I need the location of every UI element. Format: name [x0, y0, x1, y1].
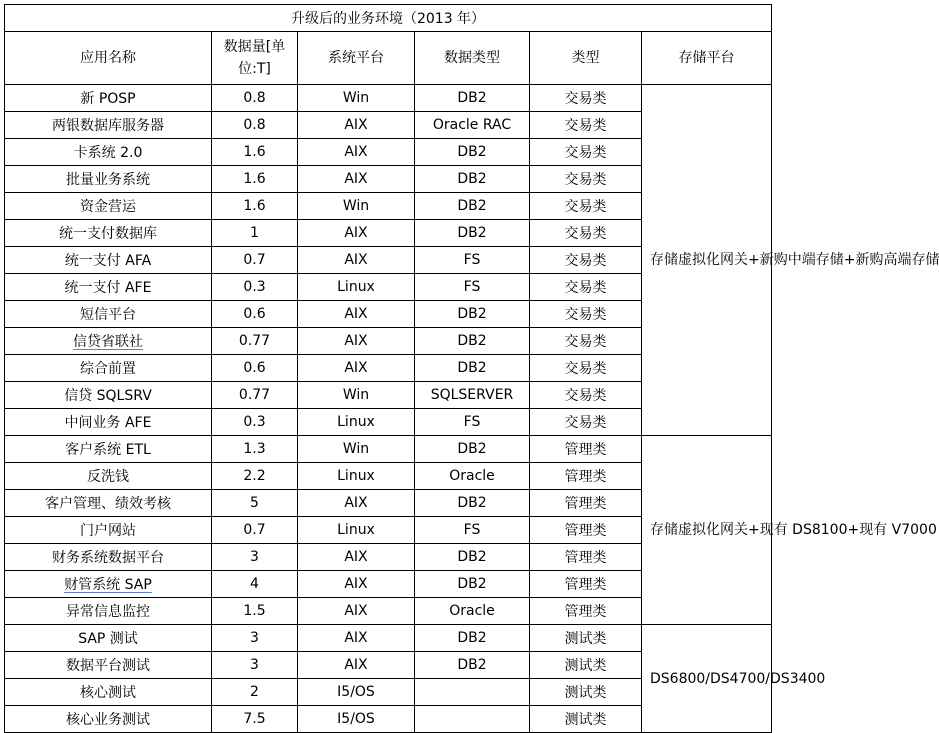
cell-os: AIX: [298, 625, 415, 652]
cell-app: SAP 测试: [5, 625, 212, 652]
cell-type: 交易类: [530, 328, 642, 355]
cell-os: Linux: [298, 517, 415, 544]
cell-os: AIX: [298, 301, 415, 328]
cell-os: AIX: [298, 571, 415, 598]
cell-type: 管理类: [530, 571, 642, 598]
cell-volume: 0.8: [212, 85, 298, 112]
table-row: [5, 85, 772, 112]
header-db-type: 数据类型: [415, 32, 530, 85]
table-row: [5, 436, 772, 463]
cell-type: 交易类: [530, 301, 642, 328]
cell-type: 交易类: [530, 355, 642, 382]
cell-volume: 0.77: [212, 328, 298, 355]
cell-volume: 0.77: [212, 382, 298, 409]
cell-type: 交易类: [530, 220, 642, 247]
cell-db: FS: [415, 517, 530, 544]
cell-db: DB2: [415, 220, 530, 247]
cell-app: 卡系统 2.0: [5, 139, 212, 166]
cell-volume: 3: [212, 544, 298, 571]
cell-volume: 1.6: [212, 139, 298, 166]
cell-app: 门户网站: [5, 517, 212, 544]
cell-app: 综合前置: [5, 355, 212, 382]
cell-volume: 0.7: [212, 247, 298, 274]
cell-db: DB2: [415, 85, 530, 112]
cell-type: 交易类: [530, 85, 642, 112]
cell-volume: 1.3: [212, 436, 298, 463]
cell-os: AIX: [298, 490, 415, 517]
cell-volume: 2.2: [212, 463, 298, 490]
cell-type: 管理类: [530, 598, 642, 625]
cell-type: 交易类: [530, 274, 642, 301]
cell-volume: 3: [212, 652, 298, 679]
cell-app: 核心业务测试: [5, 706, 212, 733]
header-data-volume: 数据量[单位:T]: [212, 32, 298, 85]
storage-platform-group-3: DS6800/DS4700/DS3400: [642, 625, 772, 733]
cell-type: 交易类: [530, 382, 642, 409]
cell-db: DB2: [415, 166, 530, 193]
cell-volume: 3: [212, 625, 298, 652]
cell-db: DB2: [415, 625, 530, 652]
cell-db: DB2: [415, 490, 530, 517]
cell-db: FS: [415, 274, 530, 301]
cell-volume: 5: [212, 490, 298, 517]
cell-db: Oracle RAC: [415, 112, 530, 139]
cell-app: 信贷 SQLSRV: [5, 382, 212, 409]
cell-app: 两银数据库服务器: [5, 112, 212, 139]
cell-db: DB2: [415, 544, 530, 571]
cell-type: 管理类: [530, 463, 642, 490]
cell-volume: 0.6: [212, 355, 298, 382]
cell-app: 统一支付 AFE: [5, 274, 212, 301]
cell-os: Win: [298, 436, 415, 463]
cell-app: 批量业务系统: [5, 166, 212, 193]
cell-type: 测试类: [530, 652, 642, 679]
cell-app: 数据平台测试: [5, 652, 212, 679]
cell-type: 交易类: [530, 193, 642, 220]
cell-type: 交易类: [530, 112, 642, 139]
cell-volume: 0.6: [212, 301, 298, 328]
cell-type: 管理类: [530, 436, 642, 463]
cell-volume: 2: [212, 679, 298, 706]
cell-type: 测试类: [530, 706, 642, 733]
cell-type: 管理类: [530, 517, 642, 544]
cell-app: 短信平台: [5, 301, 212, 328]
cell-volume: 1.6: [212, 166, 298, 193]
cell-volume: 0.3: [212, 274, 298, 301]
cell-app: 资金营运: [5, 193, 212, 220]
cell-type: 测试类: [530, 679, 642, 706]
cell-os: I5/OS: [298, 706, 415, 733]
cell-db: FS: [415, 409, 530, 436]
cell-db: DB2: [415, 193, 530, 220]
cell-app: 中间业务 AFE: [5, 409, 212, 436]
cell-volume: 1: [212, 220, 298, 247]
cell-db: Oracle: [415, 463, 530, 490]
cell-db: [415, 706, 530, 733]
cell-os: AIX: [298, 220, 415, 247]
cell-type: 管理类: [530, 544, 642, 571]
cell-os: Win: [298, 85, 415, 112]
cell-app: 统一支付 AFA: [5, 247, 212, 274]
cell-app: 客户管理、绩效考核: [5, 490, 212, 517]
cell-db: [415, 679, 530, 706]
cell-db: DB2: [415, 571, 530, 598]
cell-os: AIX: [298, 112, 415, 139]
cell-os: AIX: [298, 247, 415, 274]
cell-os: AIX: [298, 652, 415, 679]
cell-volume: 0.3: [212, 409, 298, 436]
cell-app: 客户系统 ETL: [5, 436, 212, 463]
cell-app-text: 信贷省联社: [73, 334, 143, 350]
cell-db: DB2: [415, 139, 530, 166]
cell-type: 交易类: [530, 409, 642, 436]
cell-app-text: 财管系统 SAP: [64, 577, 152, 593]
cell-db: DB2: [415, 355, 530, 382]
cell-volume: 0.7: [212, 517, 298, 544]
cell-os: Linux: [298, 409, 415, 436]
cell-db: Oracle: [415, 598, 530, 625]
cell-type: 交易类: [530, 139, 642, 166]
cell-os: AIX: [298, 139, 415, 166]
cell-os: Linux: [298, 274, 415, 301]
cell-os: AIX: [298, 598, 415, 625]
cell-db: DB2: [415, 328, 530, 355]
table-title: 升级后的业务环境（2013 年）: [5, 5, 772, 32]
cell-app: 核心测试: [5, 679, 212, 706]
business-environment-table: [4, 4, 939, 733]
header-category: 类型: [530, 32, 642, 85]
cell-volume: 1.5: [212, 598, 298, 625]
storage-platform-group-2: 存储虚拟化网关+现有 DS8100+现有 V7000: [642, 436, 772, 625]
cell-db: DB2: [415, 436, 530, 463]
cell-db: DB2: [415, 301, 530, 328]
cell-type: 测试类: [530, 625, 642, 652]
cell-volume: 4: [212, 571, 298, 598]
cell-db: SQLSERVER: [415, 382, 530, 409]
cell-os: AIX: [298, 328, 415, 355]
cell-db: DB2: [415, 652, 530, 679]
cell-os: I5/OS: [298, 679, 415, 706]
cell-type: 交易类: [530, 247, 642, 274]
cell-app: 财务系统数据平台: [5, 544, 212, 571]
cell-type: 管理类: [530, 490, 642, 517]
cell-app: 异常信息监控: [5, 598, 212, 625]
cell-db: FS: [415, 247, 530, 274]
header-app-name: 应用名称: [5, 32, 212, 85]
cell-volume: 0.8: [212, 112, 298, 139]
cell-os: Win: [298, 193, 415, 220]
header-os-platform: 系统平台: [298, 32, 415, 85]
cell-app: 新 POSP: [5, 85, 212, 112]
cell-type: 交易类: [530, 166, 642, 193]
cell-os: Win: [298, 382, 415, 409]
cell-os: AIX: [298, 355, 415, 382]
cell-os: AIX: [298, 166, 415, 193]
cell-os: Linux: [298, 463, 415, 490]
cell-volume: 7.5: [212, 706, 298, 733]
cell-app: 反洗钱: [5, 463, 212, 490]
table-row: [5, 625, 772, 652]
header-storage-platform: 存储平台: [642, 32, 772, 85]
cell-os: AIX: [298, 544, 415, 571]
cell-volume: 1.6: [212, 193, 298, 220]
cell-app: [5, 571, 212, 598]
cell-app: [5, 328, 212, 355]
storage-platform-group-1: 存储虚拟化网关+新购中端存储+新购高端存储: [642, 85, 772, 436]
cell-app: 统一支付数据库: [5, 220, 212, 247]
